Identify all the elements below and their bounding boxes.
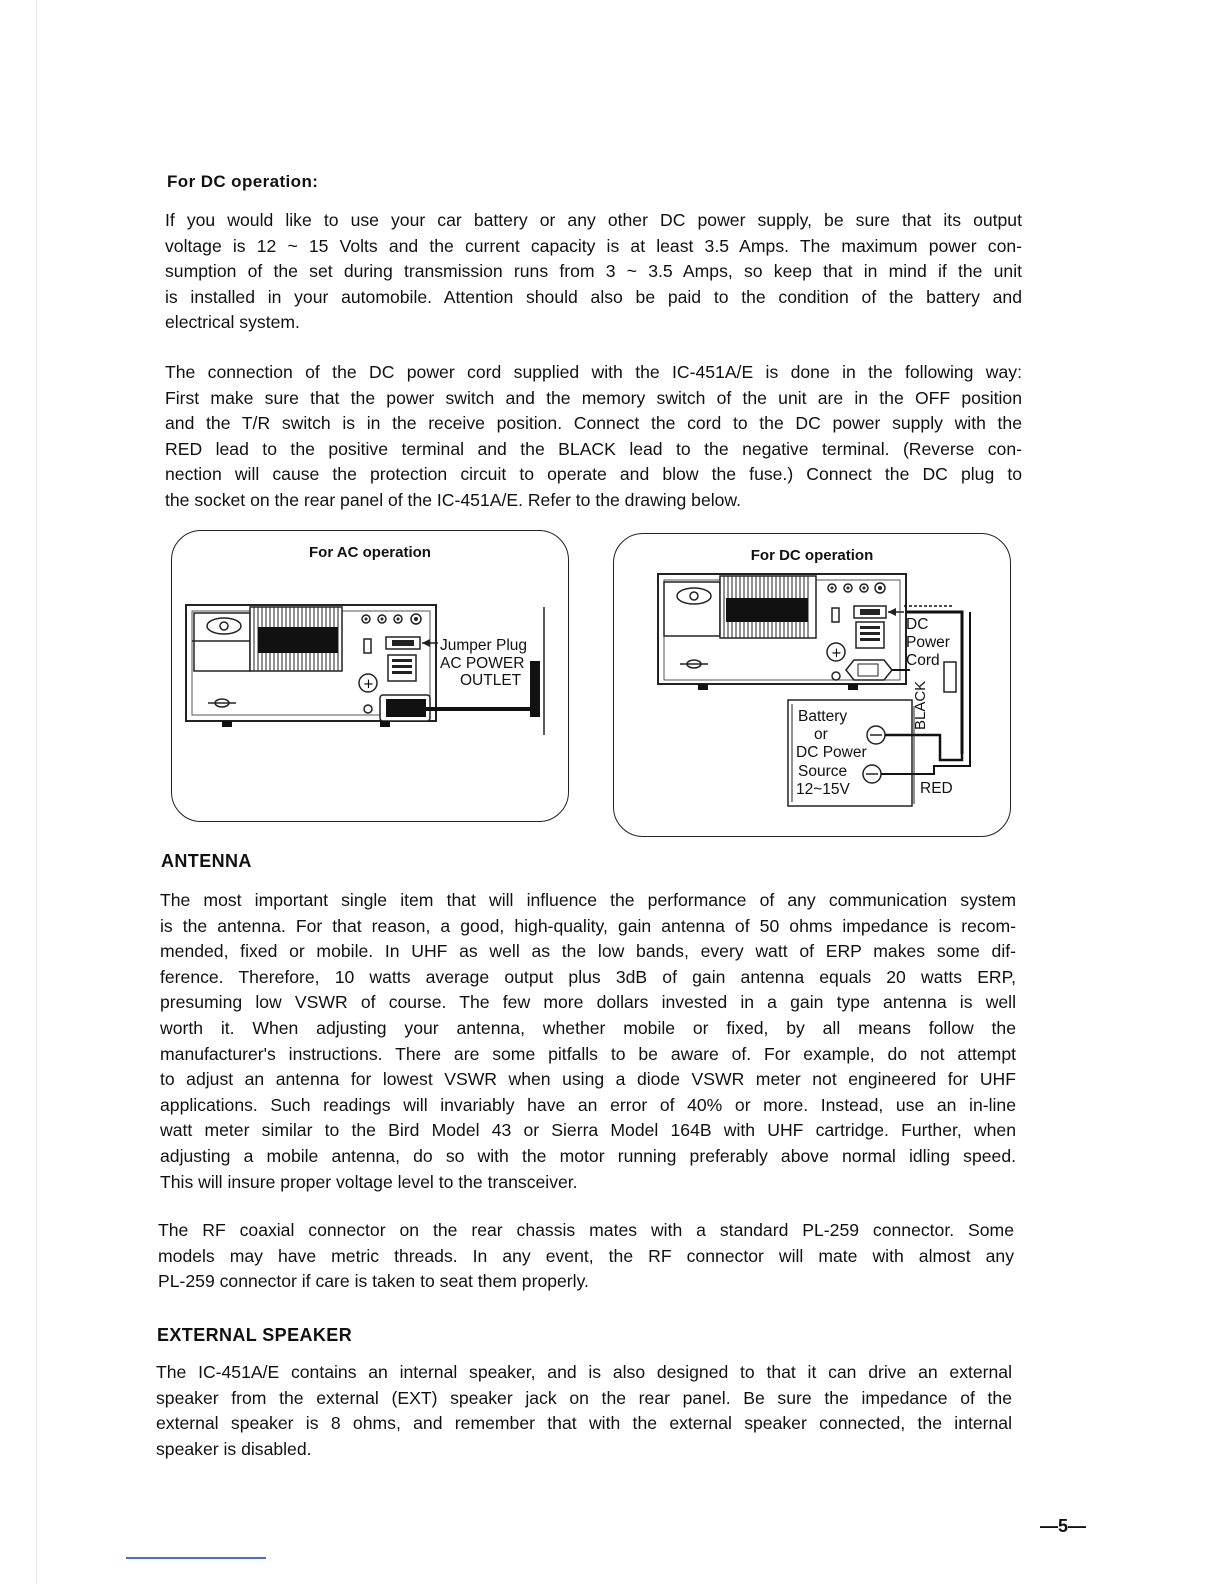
text-line: sumption of the set during transmission runs from 3 ~ 3.5 Amps, so keep that in mind if the unit [165, 261, 1022, 282]
battery-label-line-4: Source [798, 763, 848, 780]
text-line: external speaker is 8 ohms, and remember that with the external speaker connected, the internal [156, 1413, 1012, 1434]
battery-label-line-5: 12~15V [796, 781, 850, 798]
text-line: is installed in your automobile. Attention should also be paid to the condition of the battery and [165, 286, 1022, 307]
text-line: the socket on the rear panel of the IC-451A/E. Refer to the drawing below. [165, 489, 742, 510]
dc-operation-heading: For DC operation: [167, 172, 319, 191]
dc-paragraph-2 [165, 360, 1022, 514]
text-line: speaker from the external (EXT) speaker jack on the rear panel. Be sure the impedance of the [156, 1387, 1012, 1408]
text-line: watt meter similar to the Bird Model 43 or Sierra Model 164B with UHF cartridge. Further, when [160, 1120, 1016, 1141]
page-edge-line [36, 0, 37, 1584]
text-line: The most important single item that will influence the performance of any communication system [160, 890, 1016, 910]
red-lead-label: RED [920, 780, 953, 797]
text-line: adjusting a mobile antenna, do so with the motor running preferably above normal idling speed. [160, 1145, 1016, 1166]
text-line: The IC-451A/E contains an internal speaker, and is also designed to that it can drive an external [156, 1362, 1012, 1382]
text-line: is the antenna. For that reason, a good, high-quality, gain antenna of 50 ohms impedance is recom- [160, 915, 1016, 936]
dc-cord-label-power: Power [906, 634, 950, 651]
text-line: manufacturer's instructions. There are some pitfalls to be aware of. For example, do not attempt [160, 1043, 1016, 1064]
text-line: ference. Therefore, 10 watts average output plus 3dB of gain antenna equals 20 watts ERP, [160, 966, 1016, 987]
ac-figure-title: For AC operation [309, 544, 431, 561]
text-line: RED lead to the positive terminal and the BLACK lead to the negative terminal. (Reverse con- [165, 438, 1022, 459]
text-line: to adjust an antenna for lowest VSWR when using a diode VSWR meter not engineered for UHF [160, 1069, 1016, 1090]
text-line: The RF coaxial connector on the rear chassis mates with a standard PL-259 connector. Some [158, 1220, 1014, 1240]
ac-power-label: AC POWER [440, 655, 525, 672]
dc-cord-label-cord: Cord [906, 652, 940, 669]
text-line: applications. Such readings will invariably have an error of 40% or more. Instead, use an in-line [160, 1094, 1016, 1115]
text-line: presuming low VSWR of course. The few more dollars invested in a gain type antenna is well [160, 992, 1016, 1013]
speaker-paragraph [156, 1360, 1012, 1462]
antenna-paragraph-1 [160, 888, 1016, 1195]
ac-operation-figure [171, 530, 569, 822]
text-line: worth it. When adjusting your antenna, whether mobile or fixed, by all means follow the [160, 1017, 1016, 1038]
dc-operation-figure [613, 533, 1011, 837]
text-line: voltage is 12 ~ 15 Volts and the current capacity is at least 3.5 Amps. The maximum power con- [165, 235, 1022, 256]
svg-text:+: + [831, 646, 842, 661]
battery-label-line-1: Battery [798, 708, 848, 725]
dc-paragraph-1 [165, 208, 1022, 336]
text-line: nection will cause the protection circuit to operate and blow the fuse.) Connect the DC plug to [165, 464, 1022, 485]
jumper-plug-label: Jumper Plug [440, 637, 528, 654]
text-line: models may have metric threads. In any event, the RF connector will mate with almost any [158, 1245, 1014, 1266]
black-lead-label: BLACK [912, 680, 929, 730]
battery-label-line-3: DC Power [796, 744, 867, 761]
page-number: —5— [1039, 1516, 1086, 1536]
text-line: and the T/R switch is in the receive position. Connect the cord to the DC power supply with the [165, 413, 1022, 434]
text-line: First make sure that the power switch and the memory switch of the unit are in the OFF position [165, 387, 1022, 408]
dc-figure-title: For DC operation [750, 547, 874, 564]
text-line: mended, fixed or mobile. In UHF as well as the low bands, every watt of ERP makes some dif- [160, 941, 1016, 962]
external-speaker-heading: EXTERNAL SPEAKER [157, 1325, 353, 1345]
antenna-heading: ANTENNA [161, 851, 252, 871]
text-line: speaker is disabled. [156, 1438, 312, 1459]
antenna-paragraph-2 [158, 1218, 1014, 1295]
text-line: This will insure proper voltage level to the transceiver. [160, 1171, 578, 1192]
footer-rule [126, 1557, 266, 1559]
outlet-label: OUTLET [460, 672, 522, 689]
dc-cord-label-dc: DC [906, 616, 929, 633]
text-line: The connection of the DC power cord supplied with the IC-451A/E is done in the following way: [165, 362, 1022, 382]
text-line: electrical system. [165, 312, 300, 333]
text-line: If you would like to use your car battery or any other DC power supply, be sure that its output [165, 210, 1022, 230]
text-line: PL-259 connector if care is taken to seat them properly. [158, 1271, 589, 1292]
svg-text:+: + [363, 677, 374, 692]
battery-label-line-2: or [814, 726, 828, 743]
